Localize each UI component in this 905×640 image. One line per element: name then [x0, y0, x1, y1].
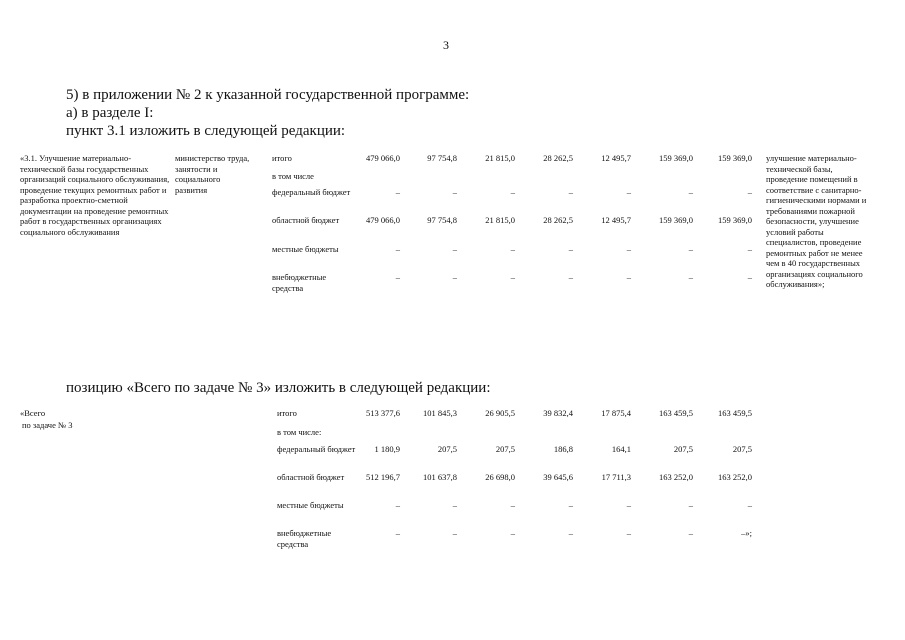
row-value: 479 066,0 — [366, 153, 400, 163]
table2-title-line2: по задаче № 3 — [22, 420, 73, 430]
row-value: 207,5 — [673, 444, 693, 454]
row-value: 26 698,0 — [485, 472, 515, 482]
row-value: –»; — [741, 528, 752, 538]
row-value: – — [395, 500, 400, 510]
row-value: – — [452, 528, 457, 538]
table1-result: улучшение материально-технической базы, проведение помещений в соответствие с санитарно-гигиеническими нормами и требованиями пожарной безопасности, улучшение условий работы специалистов, проведение ремонтных работ не менее чем в 40 государственных организациях социального обслуживания»; — [766, 153, 867, 289]
row-value: – — [747, 500, 752, 510]
row-value: 1 180,9 — [374, 444, 400, 454]
row-value: 101 637,8 — [423, 472, 457, 482]
row-value: 101 845,3 — [423, 408, 457, 418]
row-value: – — [452, 244, 457, 254]
row-value: – — [568, 528, 573, 538]
row-value: 164,1 — [611, 444, 631, 454]
row-value: – — [395, 244, 400, 254]
intro-line-3: пункт 3.1 изложить в следующей редакции: — [66, 123, 346, 139]
row-value: 28 262,5 — [543, 215, 573, 225]
row-value: – — [395, 272, 400, 282]
row-value: – — [626, 244, 631, 254]
row-value: – — [395, 187, 400, 197]
row-label: итого — [272, 153, 292, 163]
row-label: областной бюджет — [272, 215, 340, 225]
intro-line-2: а) в разделе I: — [66, 105, 154, 121]
row-value: – — [688, 500, 693, 510]
table2-title-line1: «Всего — [20, 408, 46, 418]
row-value: – — [395, 528, 400, 538]
row-value: 39 832,4 — [543, 408, 573, 418]
row-value: 26 905,5 — [485, 408, 515, 418]
row-value: – — [626, 187, 631, 197]
row-value: – — [626, 272, 631, 282]
row-value: – — [510, 272, 515, 282]
row-value: – — [688, 244, 693, 254]
row-value: – — [510, 187, 515, 197]
row-value: – — [568, 187, 573, 197]
row-value: 159 369,0 — [718, 215, 752, 225]
row-value: – — [688, 528, 693, 538]
position-heading: позицию «Всего по задаче № 3» изложить в следующей редакции: — [66, 380, 491, 396]
row-value: 159 369,0 — [659, 215, 693, 225]
row-value: – — [452, 187, 457, 197]
row-value: – — [747, 244, 752, 254]
row-value: – — [510, 500, 515, 510]
row-value: 17 875,4 — [601, 408, 631, 418]
row-value: 12 495,7 — [601, 153, 631, 163]
row-value: 159 369,0 — [718, 153, 752, 163]
row-value: 17 711,3 — [601, 472, 631, 482]
row-value: – — [452, 272, 457, 282]
row-value: – — [568, 244, 573, 254]
row-value: – — [688, 272, 693, 282]
row-value: 28 262,5 — [543, 153, 573, 163]
row-value: – — [626, 500, 631, 510]
row-value: 207,5 — [437, 444, 457, 454]
table1-description: «3.1. Улучшение материально-технической базы государственных организаций социального обслуживания, проведение текущих ремонтных работ и разработка проектно-сметной документации на проведение ремонтных работ в государственных организациях социального обслуживания — [20, 153, 170, 237]
intro-line-1: 5) в приложении № 2 к указанной государственной программе: — [66, 87, 470, 103]
row-value: 512 196,7 — [366, 472, 400, 482]
row-value: 186,8 — [553, 444, 573, 454]
row-value: – — [452, 500, 457, 510]
row-label: итого — [277, 408, 297, 418]
row-value: 479 066,0 — [366, 215, 400, 225]
row-value: 21 815,0 — [485, 153, 515, 163]
row-value: – — [688, 187, 693, 197]
row-label: местные бюджеты — [272, 244, 339, 254]
row-value: – — [747, 272, 752, 282]
row-value: 97 754,8 — [427, 215, 457, 225]
row-label: в том числе — [272, 171, 314, 181]
row-value: 163 459,5 — [718, 408, 752, 418]
row-value: – — [626, 528, 631, 538]
row-value: 97 754,8 — [427, 153, 457, 163]
page-number: 3 — [443, 38, 449, 52]
row-value: 21 815,0 — [485, 215, 515, 225]
row-value: 12 495,7 — [601, 215, 631, 225]
row-label: федеральный бюджет — [272, 187, 351, 197]
row-value: 207,5 — [495, 444, 515, 454]
row-label: федеральный бюджет — [277, 444, 356, 454]
row-label: областной бюджет — [277, 472, 345, 482]
row-label: внебюджетные средства — [277, 528, 332, 549]
row-value: 163 459,5 — [659, 408, 693, 418]
row-value: – — [568, 500, 573, 510]
row-value: 159 369,0 — [659, 153, 693, 163]
row-value: 207,5 — [732, 444, 752, 454]
row-label: внебюджетные средства — [272, 272, 327, 293]
row-label: местные бюджеты — [277, 500, 344, 510]
row-value: 39 645,6 — [543, 472, 573, 482]
row-label: в том числе: — [277, 427, 322, 437]
row-value: 163 252,0 — [718, 472, 752, 482]
row-value: 163 252,0 — [659, 472, 693, 482]
row-value: – — [568, 272, 573, 282]
table1-executor: министерство труда, занятости и социального развития — [175, 153, 250, 195]
row-value: 513 377,6 — [366, 408, 400, 418]
row-value: – — [747, 187, 752, 197]
row-value: – — [510, 528, 515, 538]
row-value: – — [510, 244, 515, 254]
